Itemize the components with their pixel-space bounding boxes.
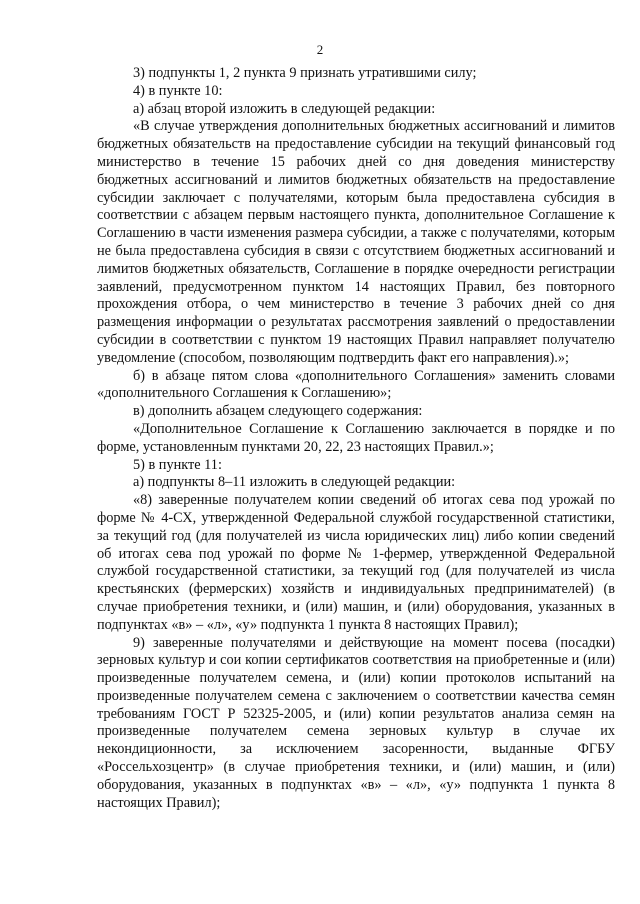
document-body — [97, 65, 615, 812]
paragraph-subitem-9: 9) заверенные получателями и действующие на момент посева (посадки) зерновых культур и сои копии сертификатов соответствия на приобретенные и (или) произведенные получателем семена, и (или) копии протоколов испытаний на произведенные получателем семена с заключением о соответствии качества семян требованиям ГОСТ Р 52325-2005, и (или) копии результатов анализа семян на произведенные получателем семена зерновых культур в случае их некондиционности, за исключением засоренности, выданные ФГБУ «Россельхозцентр» (в случае приобретения техники, и (или) машин, и (или) оборудования, указанных в подпунктах «в» – «л», «у» подпункта 1 пункта 8 настоящих Правил); — [97, 634, 615, 811]
page-number: 2 — [316, 42, 324, 57]
paragraph-item-4: 4) в пункте 10: — [133, 82, 223, 99]
paragraph-quote-budget: «В случае утверждения дополнительных бюджетных ассигнований и лимитов бюджетных обязательств на предоставление субсидии на текущий финансовый год министерство в течение 15 рабочих дней со дня доведения министерству бюджетных ассигнований и лимитов бюджетных обязательств на предоставление субсидии заключает с получателями, которым была предоставлена субсидия в соответствии с абзацем первым настоящего пункта, дополнительное Соглашение к Соглашению в части изменения размера субсидии, а также с получателями, которым не была предоставлена субсидия в связи с отсутствием бюджетных ассигнований и лимитов бюджетных обязательств, Соглашение в порядке очередности регистрации заявлений, предусмотренном пунктом 14 настоящих Правил, без повторного прохождения отбора, о чем министерство в течение 3 рабочих дней со дня размещения информации о результатах рассмотрения заявлений о предоставлении субсидии в соответствии с пунктом 19 настоящих Правил направляет получателю уведомление (способом, позволяющим подтвердить факт его направления).»; — [97, 118, 615, 366]
paragraph-item-3: 3) подпункты 1, 2 пункта 9 признать утратившими силу; — [133, 65, 477, 81]
paragraph-subitem-8: «8) заверенные получателем копии сведений об итогах сева под урожай по форме № 4-СХ, утвержденной Федеральной службой государственной статистики, за текущий год (для получателей из числа юридических лиц) либо копии сведений об итогах сева под урожай по форме № 1-фермер, утвержденной Федеральной службой государственной статистики, за текущий год (для получателей из числа крестьянских (фермерских) хозяйств и индивидуальных предпринимателей) (в случае приобретения техники, и (или) машин, и (или) оборудования, указанных в подпунктах «в» – «л», «у» подпункта 1 пункта 8 настоящих Правил); — [97, 492, 615, 633]
paragraph-item-4c: в) дополнить абзацем следующего содержания: — [133, 403, 423, 420]
paragraph-item-4b: б) в абзаце пятом слова «дополнительного Соглашения» заменить словами «дополнительного Соглашения к Соглашению»; — [97, 367, 615, 402]
paragraph-item-5a: а) подпункты 8–11 изложить в следующей редакции: — [133, 474, 456, 491]
paragraph-item-5: 5) в пункте 11: — [133, 456, 222, 473]
paragraph-item-4a: а) абзац второй изложить в следующей редакции: — [133, 100, 436, 117]
paragraph-quote-agreement: «Дополнительное Соглашение к Соглашению заключается в порядке и по форме, установленным пунктами 20, 22, 23 настоящих Правил.»; — [97, 420, 615, 455]
